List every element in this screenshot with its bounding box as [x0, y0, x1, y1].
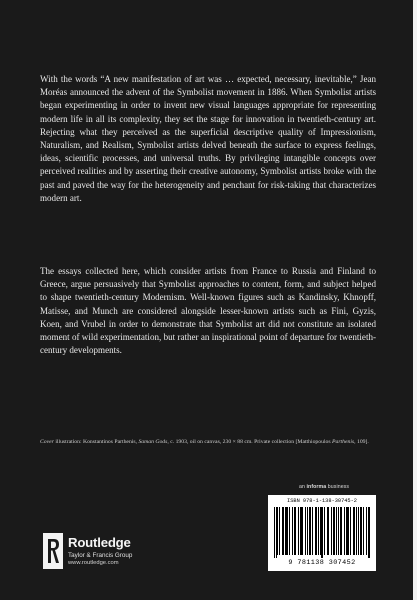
barcode-bar — [350, 507, 351, 555]
barcode-bar — [369, 507, 370, 558]
barcode-bar — [327, 507, 328, 555]
barcode-bar — [334, 507, 335, 555]
barcode-bar — [336, 507, 337, 555]
barcode-bar — [354, 507, 355, 555]
barcode-bar — [301, 507, 302, 555]
publisher-name: Routledge — [68, 535, 131, 550]
caption-text-b: , c. 1903, oil on canvas, 230 × 88 cm. Private collection [Matthiopoulos — [167, 439, 332, 445]
barcode-bar — [366, 507, 367, 555]
barcode-bar — [287, 507, 288, 555]
barcode-bar — [348, 507, 349, 555]
barcode-bar — [312, 507, 313, 555]
barcode-bar — [315, 507, 316, 555]
imprint-brand: informa — [306, 484, 327, 490]
barcode-bar — [346, 507, 347, 555]
barcode-bar — [307, 507, 308, 555]
barcode-bar — [310, 507, 311, 555]
barcode-bar — [295, 507, 296, 555]
barcode-bar — [358, 507, 359, 555]
barcode-bar — [341, 507, 342, 555]
barcode-bar — [302, 507, 303, 555]
barcode-bar — [324, 507, 325, 555]
blurb-paragraph-1: With the words “A new manifestation of art was … expected, necessary, inevitable,” Jean Moréas announced the advent of the Symbolist movement in 1886. When Symbolist artists began experimenting in order to invent new visual languages appropriate for representing modern life in all its complexity, they set the stage for innovation in twentieth-century art. Rejecting what they perceived as the superficial descriptive quality of Impressionism, Naturalism, and Realism, Symbolist artists delved beneath the surface to express feelings, ideas, scientific processes, and universal truths. By privileging intangible concepts over perceived realities and by asserting their creative autonomy, Symbolist artists broke with the past and paved the way for the heterogeneity and penchant for risk-taking that characterizes modern art. — [40, 74, 376, 203]
imprint-prefix: an — [299, 484, 307, 490]
isbn-barcode — [268, 495, 376, 571]
barcode-bar — [340, 507, 341, 555]
barcode-bar — [289, 507, 290, 555]
barcode-bar — [363, 507, 364, 555]
barcode-bar — [294, 507, 295, 555]
caption-text-a: illustration: Konstantinos Parthenis, — [53, 439, 139, 445]
barcode-bar — [353, 507, 354, 555]
barcode-bar — [279, 507, 280, 555]
barcode-bar — [320, 507, 321, 555]
barcode-bar — [356, 507, 357, 555]
barcode-bar — [300, 507, 301, 555]
barcode-bar — [292, 507, 293, 555]
barcode-bar — [333, 507, 334, 555]
barcode-bar — [328, 507, 329, 555]
blurb-paragraph-2: The essays collected here, which consider artists from France to Russia and Finland to Greece, argue persuasively that Symbolist approaches to content, form, and subject helped to shape twentieth-century Modernism. Well-known figures such as Kandinsky, Khnopff, Matisse, and Munch are considered alongside lesser-known artists such as Fini, Gyzis, Koen, and Vrubel in order to demonstrate that Symbolist art did not constitute an isolated moment of wild experimentation, but rather an inspirational point of departure for twentieth-century developments. — [40, 266, 376, 356]
barcode-bar — [316, 507, 317, 555]
publisher-url: www.routledge.com — [68, 560, 119, 566]
barcode-bar — [347, 507, 348, 555]
isbn-digits: 9 781138 307452 — [288, 559, 356, 567]
barcode-bar — [360, 507, 361, 555]
barcode-bar — [274, 507, 275, 558]
publisher-group: Taylor & Francis Group — [68, 552, 133, 559]
barcode-bar — [361, 507, 362, 555]
barcode-bar — [309, 507, 310, 555]
barcode-bar — [322, 507, 323, 558]
barcode-bar — [283, 507, 284, 555]
barcode-bar — [318, 507, 319, 555]
cover-illustration-caption — [40, 438, 376, 447]
caption-artwork-title: Saman Gods — [138, 439, 168, 445]
barcode-bar — [286, 507, 287, 555]
barcode-bar — [285, 507, 286, 555]
barcode-bar — [282, 507, 283, 555]
barcode-bar — [331, 507, 332, 555]
barcode-bar — [298, 507, 299, 555]
informa-imprint — [299, 484, 349, 490]
barcode-bar — [321, 507, 322, 558]
barcode-bar — [276, 507, 277, 558]
page-edge — [413, 0, 417, 600]
isbn-label: ISBN 978-1-138-30745-2 — [287, 498, 357, 504]
caption-lead: Cover — [40, 439, 54, 445]
caption-reference: Parthenis — [332, 439, 355, 445]
barcode-bar — [338, 507, 339, 555]
barcode-bar — [305, 507, 306, 555]
caption-text-c: , 109]. — [354, 439, 369, 445]
routledge-r-mark-icon — [43, 533, 63, 569]
barcode-bar — [368, 507, 369, 558]
barcode-bar — [344, 507, 345, 555]
publisher-logo — [43, 533, 183, 569]
imprint-suffix: business — [326, 484, 350, 490]
barcode-bar — [277, 507, 278, 555]
barcode-bars-icon — [274, 507, 370, 558]
